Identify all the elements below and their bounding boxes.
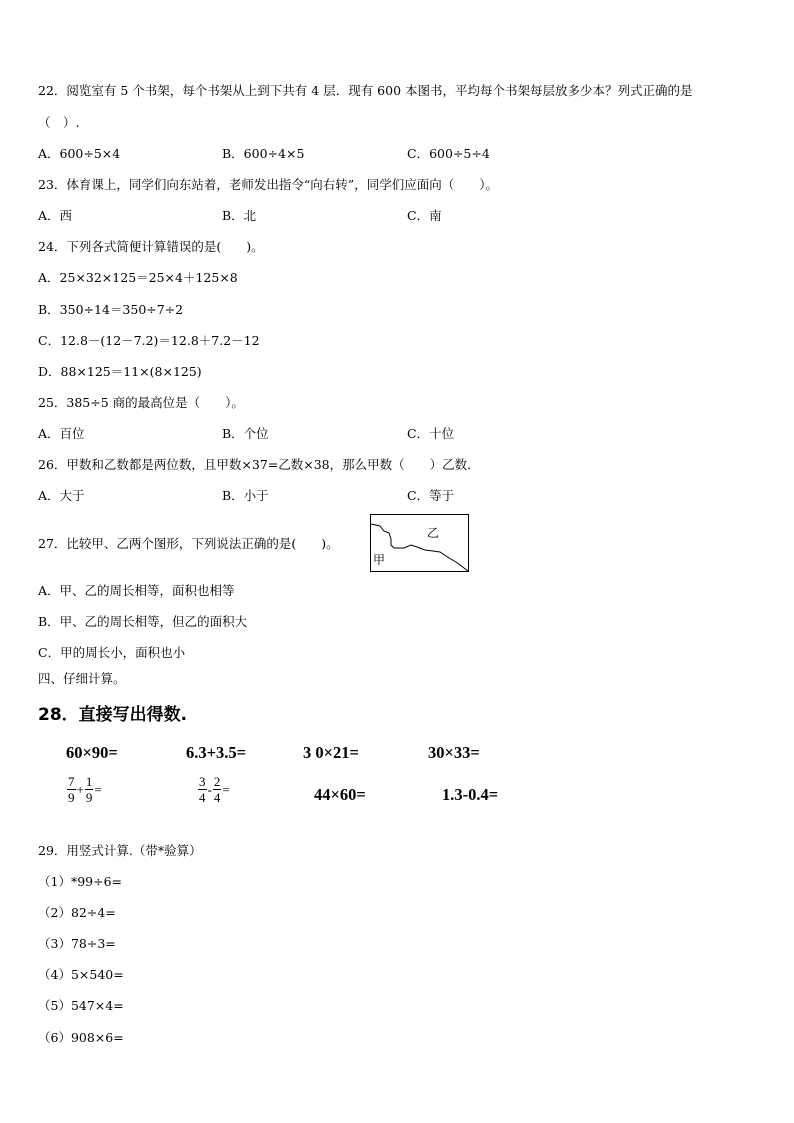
q25-stem: 25．385÷5 商的最高位是（ ）。 bbox=[38, 395, 244, 410]
q28-item-8: 1.3-0.4= bbox=[442, 785, 499, 804]
equals-sign: = bbox=[94, 781, 102, 797]
q22-stem-line1: 22．阅览室有 5 个书架，每个书架从上到下共有 4 层．现有 600 本图书，平均每个书架每层放多少本？列式正确的是 bbox=[38, 83, 693, 98]
equals-sign: = bbox=[222, 781, 230, 797]
q23-option-b: B．北 bbox=[222, 208, 257, 223]
denominator: 9 bbox=[85, 790, 93, 805]
numerator: 3 bbox=[199, 774, 206, 789]
q26-option-c: C．等于 bbox=[407, 488, 455, 503]
q24-option-d: D．88×125＝11×(8×125) bbox=[38, 364, 202, 379]
q22-option-b: B．600÷4×5 bbox=[222, 146, 305, 161]
q28-item-4: 30×33= bbox=[428, 743, 480, 762]
section-4-heading: 四、仔细计算。 bbox=[38, 671, 126, 686]
q28-title: 28．直接写出得数. bbox=[38, 705, 188, 725]
denominator: 9 bbox=[68, 790, 75, 805]
q28-item-2: 6.3+3.5= bbox=[186, 743, 247, 762]
q29-item-2: （2）82÷4= bbox=[38, 905, 116, 920]
q26-option-a: A．大于 bbox=[38, 488, 85, 503]
q22-option-c: C．600÷5÷4 bbox=[407, 146, 490, 161]
q24-option-a: A．25×32×125＝25×4＋125×8 bbox=[38, 270, 238, 285]
q23-option-a: A．西 bbox=[38, 208, 73, 223]
q28-item-6-fraction bbox=[198, 774, 231, 805]
q29-item-3: （3）78÷3= bbox=[38, 936, 116, 951]
q28-item-5-fraction bbox=[67, 774, 103, 805]
q24-option-c: C．12.8－(12－7.2)＝12.8＋7.2－12 bbox=[38, 333, 260, 348]
operator: + bbox=[76, 781, 84, 797]
q26-option-b: B．小于 bbox=[222, 488, 269, 503]
q29-item-6: （6）908×6= bbox=[38, 1030, 124, 1045]
numerator: 7 bbox=[68, 774, 75, 789]
q24-stem: 24．下列各式简便计算错误的是( )。 bbox=[38, 239, 264, 254]
q27-shape-figure bbox=[370, 514, 469, 572]
q25-option-a: A．百位 bbox=[38, 426, 85, 441]
q22-stem-line2: （ ）. bbox=[38, 115, 80, 130]
numerator: 2 bbox=[213, 774, 221, 789]
q29-stem: 29．用竖式计算.（带*验算） bbox=[38, 843, 202, 858]
q28-item-7: 44×60= bbox=[314, 785, 366, 804]
q26-stem: 26．甲数和乙数都是两位数，且甲数×37=乙数×38，那么甲数（ ）乙数． bbox=[38, 457, 480, 472]
q29-item-1: （1）*99÷6= bbox=[38, 874, 123, 889]
q25-option-c: C．十位 bbox=[407, 426, 455, 441]
q27-option-a: A．甲、乙的周长相等，面积也相等 bbox=[38, 583, 235, 598]
q27-option-b: B．甲、乙的周长相等，但乙的面积大 bbox=[38, 614, 248, 629]
q29-item-4: （4）5×540= bbox=[38, 967, 124, 982]
denominator: 4 bbox=[213, 790, 221, 805]
numerator: 1 bbox=[85, 774, 93, 789]
q27-option-c: C．甲的周长小，面积也小 bbox=[38, 645, 186, 660]
q27-stem: 27．比较甲、乙两个图形，下列说法正确的是( )。 bbox=[38, 536, 339, 551]
figure-label-jia: 甲 bbox=[373, 553, 386, 567]
q29-item-5: （5）547×4= bbox=[38, 998, 124, 1013]
q24-option-b: B．350÷14＝350÷7÷2 bbox=[38, 302, 184, 317]
denominator: 4 bbox=[199, 790, 206, 805]
q28-item-1: 60×90= bbox=[66, 743, 118, 762]
q22-option-a: A．600÷5×4 bbox=[38, 146, 121, 161]
q25-option-b: B．个位 bbox=[222, 426, 269, 441]
figure-label-yi: 乙 bbox=[427, 526, 440, 540]
q28-item-3: 3 0×21= bbox=[303, 743, 359, 762]
operator: - bbox=[207, 781, 212, 797]
q23-option-c: C．南 bbox=[407, 208, 442, 223]
q23-stem: 23．体育课上，同学们向东站着，老师发出指令“向右转”，同学们应面向（ ）。 bbox=[38, 177, 498, 192]
